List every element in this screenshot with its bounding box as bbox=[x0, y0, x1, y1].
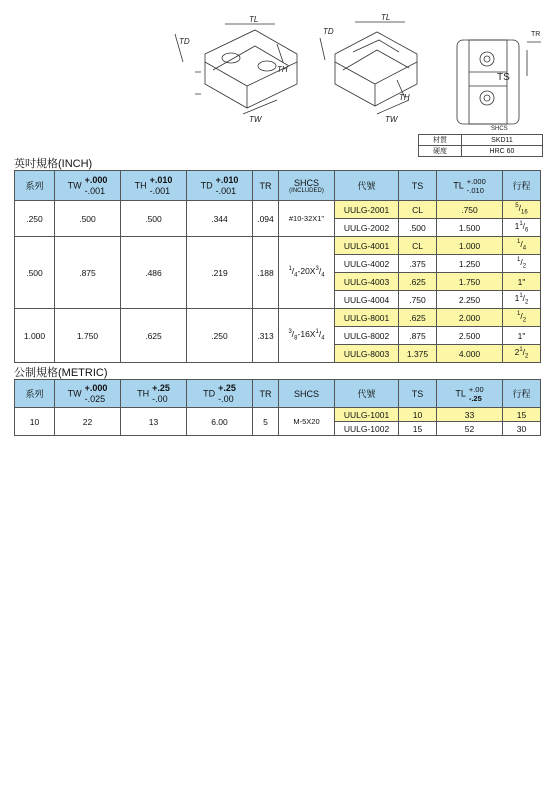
table-row bbox=[15, 201, 541, 219]
material-table bbox=[418, 134, 543, 157]
cell-shcs: M-5X20 bbox=[279, 408, 335, 436]
cell-series: .500 bbox=[15, 237, 55, 309]
cell-shcs: $^1/_4-20X^3/_4$ bbox=[279, 237, 335, 309]
cell-ts: CL bbox=[399, 201, 437, 219]
cell-stroke: 1" bbox=[503, 327, 541, 345]
cell-code: UULG-4003 bbox=[335, 273, 399, 291]
cell-th: .486 bbox=[121, 237, 187, 309]
col-ts: TS bbox=[399, 171, 437, 201]
cell-tl: 2.250 bbox=[437, 291, 503, 309]
col-series: 系列 bbox=[15, 380, 55, 408]
cell-stroke: $^1/_4$ bbox=[503, 237, 541, 255]
cell-tl: 1.750 bbox=[437, 273, 503, 291]
cell-shcs: #10-32X1" bbox=[279, 201, 335, 237]
cell-tl: .750 bbox=[437, 201, 503, 219]
cell-tr: 5 bbox=[253, 408, 279, 436]
inch-header-row bbox=[15, 171, 541, 201]
cell-tl: 2.000 bbox=[437, 309, 503, 327]
dim-th-label-2: TH bbox=[399, 93, 410, 102]
cell-th: .625 bbox=[121, 309, 187, 363]
material-row bbox=[419, 135, 543, 146]
cell-ts: 10 bbox=[399, 408, 437, 422]
cell-ts: 1.375 bbox=[399, 345, 437, 363]
cell-stroke: $^5/_{16}$ bbox=[503, 201, 541, 219]
cell-tl: 33 bbox=[437, 408, 503, 422]
dim-tl-label: TL bbox=[249, 15, 259, 24]
cell-stroke: $1^1/_2$ bbox=[503, 291, 541, 309]
col-tw: TW+.000 -.001 bbox=[55, 171, 121, 201]
col-code: 代號 bbox=[335, 171, 399, 201]
product-drawing bbox=[165, 14, 555, 136]
cell-code: UULG-8003 bbox=[335, 345, 399, 363]
cell-tw: .500 bbox=[55, 201, 121, 237]
col-tl: TL +.000 -.010 bbox=[437, 171, 503, 201]
cell-series: 10 bbox=[15, 408, 55, 436]
shcs-callout: SHCS bbox=[491, 126, 508, 132]
cell-tl: 2.500 bbox=[437, 327, 503, 345]
col-tr: TR bbox=[253, 380, 279, 408]
cell-tr: .094 bbox=[253, 201, 279, 237]
cell-stroke: $^1/_2$ bbox=[503, 255, 541, 273]
col-td: TD+.010 -.001 bbox=[187, 171, 253, 201]
cell-series: .250 bbox=[15, 201, 55, 237]
cell-td: .250 bbox=[187, 309, 253, 363]
cell-stroke: $1^1/_6$ bbox=[503, 219, 541, 237]
cell-code: UULG-4002 bbox=[335, 255, 399, 273]
cell-code: UULG-8001 bbox=[335, 309, 399, 327]
col-ts: TS bbox=[399, 380, 437, 408]
dim-tw-label: TW bbox=[249, 115, 262, 124]
col-td: TD+.25 -.00 bbox=[187, 380, 253, 408]
col-tw: TW+.000 -.025 bbox=[55, 380, 121, 408]
cell-ts: .750 bbox=[399, 291, 437, 309]
cell-th: 13 bbox=[121, 408, 187, 436]
cell-stroke: $2^1/_2$ bbox=[503, 345, 541, 363]
cell-series: 1.000 bbox=[15, 309, 55, 363]
cell-td: .344 bbox=[187, 201, 253, 237]
inch-spec-table bbox=[14, 170, 541, 363]
dim-tw-label-2: TW bbox=[385, 115, 398, 124]
cell-tr: .188 bbox=[253, 237, 279, 309]
hardness-row bbox=[419, 146, 543, 157]
cell-stroke: 30 bbox=[503, 422, 541, 436]
col-shcs: SHCS bbox=[279, 380, 335, 408]
dim-tl-label-2: TL bbox=[381, 14, 391, 22]
metric-section-title: 公制規格(METRIC) bbox=[14, 367, 108, 379]
cell-stroke: 15 bbox=[503, 408, 541, 422]
cell-stroke: $^1/_2$ bbox=[503, 309, 541, 327]
metric-header-row bbox=[15, 380, 541, 408]
inch-section-title: 英吋規格(INCH) bbox=[14, 158, 93, 170]
col-tr: TR bbox=[253, 171, 279, 201]
dim-th-label: TH bbox=[277, 65, 288, 74]
cell-ts: .500 bbox=[399, 219, 437, 237]
cell-tl: 1.500 bbox=[437, 219, 503, 237]
col-tl: TL +.00 -.25 bbox=[437, 380, 503, 408]
col-stroke: 行程 bbox=[503, 171, 541, 201]
cell-code: UULG-8002 bbox=[335, 327, 399, 345]
cell-tr: .313 bbox=[253, 309, 279, 363]
dim-ts-label: TS bbox=[497, 72, 510, 83]
material-key: 材質 bbox=[419, 135, 462, 146]
cell-td: 6.00 bbox=[187, 408, 253, 436]
dim-td-label-2: TD bbox=[323, 27, 334, 36]
cell-tl: 52 bbox=[437, 422, 503, 436]
cell-ts: CL bbox=[399, 237, 437, 255]
cell-th: .500 bbox=[121, 201, 187, 237]
col-stroke: 行程 bbox=[503, 380, 541, 408]
cell-code: UULG-1002 bbox=[335, 422, 399, 436]
col-th: TH+.25 -.00 bbox=[121, 380, 187, 408]
dim-td-label: TD bbox=[179, 37, 190, 46]
dim-tr-label: TR bbox=[531, 31, 541, 38]
cell-tl: 4.000 bbox=[437, 345, 503, 363]
table-row bbox=[15, 237, 541, 255]
col-code: 代號 bbox=[335, 380, 399, 408]
cell-code: UULG-2002 bbox=[335, 219, 399, 237]
hardness-value: HRC 60 bbox=[462, 146, 543, 157]
cell-tl: 1.250 bbox=[437, 255, 503, 273]
table-row bbox=[15, 309, 541, 327]
cell-tw: 1.750 bbox=[55, 309, 121, 363]
metric-spec-table bbox=[14, 379, 541, 436]
cell-ts: .625 bbox=[399, 309, 437, 327]
cell-tl: 1.000 bbox=[437, 237, 503, 255]
cell-tw: 22 bbox=[55, 408, 121, 436]
hardness-key: 硬度 bbox=[419, 146, 462, 157]
col-th: TH+.010 -.001 bbox=[121, 171, 187, 201]
cell-ts: 15 bbox=[399, 422, 437, 436]
cell-code: UULG-4004 bbox=[335, 291, 399, 309]
cell-ts: .375 bbox=[399, 255, 437, 273]
cell-stroke: 1" bbox=[503, 273, 541, 291]
cell-td: .219 bbox=[187, 237, 253, 309]
material-value: SKD11 bbox=[462, 135, 543, 146]
cell-code: UULG-4001 bbox=[335, 237, 399, 255]
col-shcs: SHCS (INCLUDED) bbox=[279, 171, 335, 201]
cell-code: UULG-1001 bbox=[335, 408, 399, 422]
col-series: 系列 bbox=[15, 171, 55, 201]
cell-shcs: $^3/_8-16X^1/_4$ bbox=[279, 309, 335, 363]
cell-tw: .875 bbox=[55, 237, 121, 309]
cell-code: UULG-2001 bbox=[335, 201, 399, 219]
cell-ts: .875 bbox=[399, 327, 437, 345]
cell-ts: .625 bbox=[399, 273, 437, 291]
table-row bbox=[15, 408, 541, 422]
